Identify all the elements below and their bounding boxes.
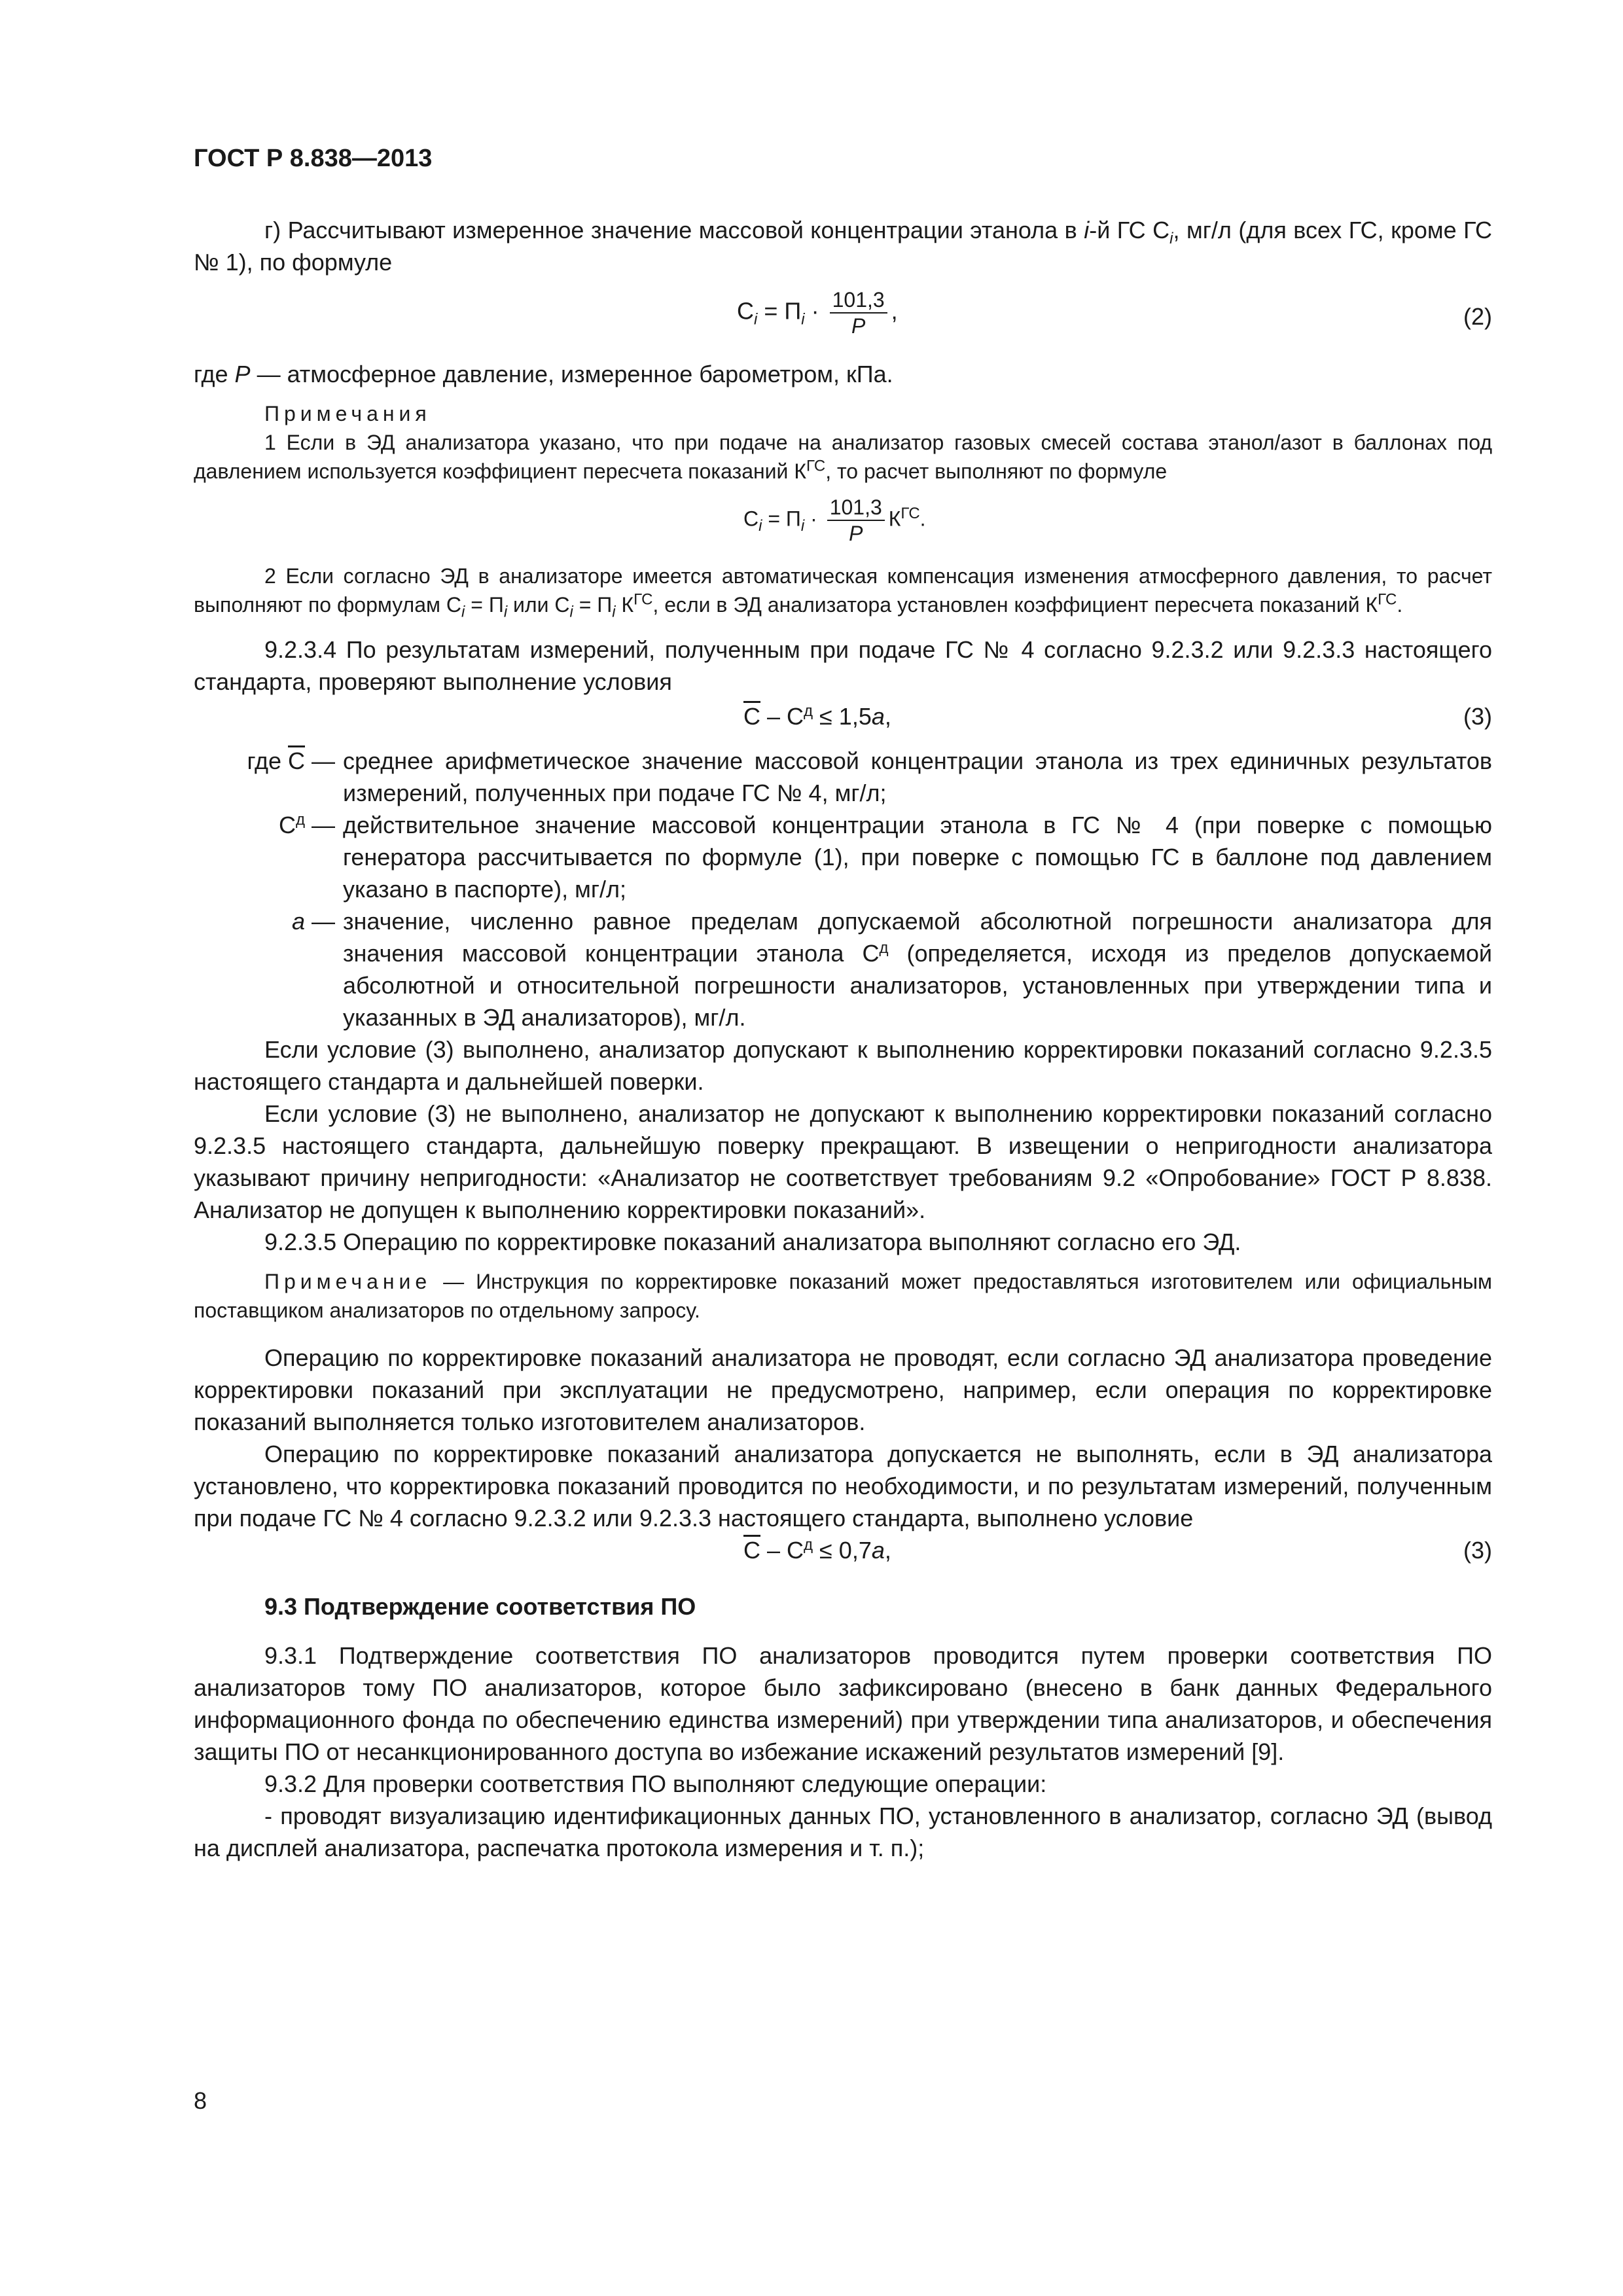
formula-note — [194, 495, 1492, 550]
formula-2-fraction: $\frac{101,3}{P}$ — [830, 287, 887, 338]
formula-3a-expression: $С - С^д \le 1,5a$, — [743, 702, 891, 730]
paragraph-bullet-visualization: - проводят визуализацию идентификационных данных ПО, установленного в анализатор, согласно ЭД (вывод на дисплей анализатора, распечатка протокола измерения и т. п.); — [194, 1803, 1492, 1861]
formula-3b-number: (3) — [1463, 1537, 1492, 1564]
paragraph-operation-2: Операцию по корректировке показаний анализатора допускается не выполнять, если в ЭД анализатора установлено, что корректировка показаний проводится по необходимости, и по результатам измерений, полученным при подаче ГС № 4 согласно 9.2.3.2 или 9.2.3.3 настоящего стандарта, выполнено условие — [194, 1441, 1492, 1532]
paragraph-9-2-3-5: 9.2.3.5 Операцию по корректировке показаний анализатора выполняют согласно его ЭД. — [264, 1229, 1241, 1255]
section-heading-9-3: 9.3 Подтверждение соответствия ПО — [264, 1593, 696, 1620]
formula-2-expression: $С_i = П_i$ · $\frac{101,3}{P}$ , — [737, 288, 898, 338]
paragraph-if-ok: Если условие (3) выполнено, анализатор допускают к выполнению корректировки показаний согласно 9.2.3.5 настоящего стандарта и дальнейшей поверки. — [194, 1036, 1492, 1095]
note-2: 2 Если согласно ЭД в анализаторе имеется автоматическая компенсация изменения атмосферного давления, то расчет выполняют по формулам $С_i = П_i$ или $С_i = П_i$ $К^{ГС}$, если в ЭД анализатора установлен коэффициент пересчета показаний $К^{ГС}$. — [194, 564, 1492, 621]
formula-3b — [194, 1534, 1492, 1571]
formula-2 — [194, 287, 1492, 346]
paragraph-9-3-1: 9.3.1 Подтверждение соответствия ПО анализаторов проводится путем проверки соответствия ПО анализаторов тому ПО анализаторов, которое было зафиксировано (внесено в банк данных Федерального информационного фонда по обеспечению единства измерений) при утверждении типа анализаторов, и обеспечения защиты ПО от несанкционированного доступа во избежание искажений результатов измерений [9]. — [194, 1642, 1492, 1765]
paragraph-9-2-3-4: 9.2.3.4 По результатам измерений, полученным при подаче ГС № 4 согласно 9.2.3.2 или 9.2.3.3 настоящего стандарта, проверяют выполнение условия — [194, 636, 1492, 695]
formula-note-fraction: $\frac{101,3}{P}$ — [827, 495, 885, 546]
paragraph-g: г) Рассчитывают измеренное значение массовой концентрации этанола в i-й ГС $С_i$, мг/л (для всех ГС, кроме ГС № 1), по формуле — [194, 217, 1492, 276]
paragraph-if-not: Если условие (3) не выполнено, анализатор не допускают к выполнению корректировки показаний согласно 9.2.3.5 настоящего стандарта, дальнейшую поверку прекращают. В извещении о непригодности анализатора указывают причину непригодности: «Анализатор не соответствует требованиям 9.2 «Опробование» ГОСТ Р 8.838. Анализатор не допущен к выполнению корректировки показаний». — [194, 1100, 1492, 1223]
paragraph-9-3-2: 9.3.2 Для проверки соответствия ПО выполняют следующие операции: — [264, 1770, 1047, 1797]
where-p: где P — атмосферное давление, измеренное барометром, кПа. — [194, 361, 893, 387]
document-header: ГОСТ Р 8.838—2013 — [194, 145, 433, 172]
formula-note-expression: $С_i = П_i$ · $\frac{101,3}{P}$ $К^{ГС}$. — [743, 495, 926, 545]
note-1: 1 Если в ЭД анализатора указано, что при подаче на анализатор газовых смесей состава этанол/азот в баллонах под давлением используется коэффициент пересчета показаний $К^{ГС}$, то расчет выполняют по формуле — [194, 431, 1492, 483]
formula-3a-number: (3) — [1463, 703, 1492, 730]
note-single: Примечание — Инструкция по корректировке показаний может предоставляться изготовителем или официальным поставщиком анализаторов по отдельному запросу. — [194, 1270, 1492, 1322]
document-body — [194, 143, 1492, 1864]
notes-title: Примечания — [264, 402, 431, 425]
where-a: a — значение, численно равное пределам допускаемой абсолютной погрешности анализатора для значения массовой концентрации этанола $С^д$ (определяется, исходя из пределов допускаемой абсолютной и относительной погрешности анализаторов, установленных при утверждении типа и указанных в ЭД анализаторов), мг/л. — [291, 908, 1492, 1031]
formula-2-number: (2) — [1463, 303, 1492, 330]
formula-3b-expression: $С - С^д \le 0,7a$, — [743, 1536, 891, 1564]
where-c-mean: где С — среднее арифметическое значение массовой концентрации этанола из трех единичных результатов измерений, полученных при подаче ГС № 4, мг/л; — [247, 747, 1492, 806]
formula-3a — [194, 700, 1492, 737]
page-number: 8 — [194, 2087, 207, 2114]
where-c-actual: $С^д$ — действительное значение массовой концентрации этанола в ГС № 4 (при поверке с помощью генератора рассчитывается по формуле (1), при поверке с помощью ГС в баллоне под давлением указано в паспорте), мг/л; — [278, 811, 1492, 903]
paragraph-operation-1: Операцию по корректировке показаний анализатора не проводят, если согласно ЭД анализатора проведение корректировки показаний при эксплуатации не предусмотрено, например, если операция по корректировке показаний выполняется только изготовителем анализаторов. — [194, 1344, 1492, 1435]
